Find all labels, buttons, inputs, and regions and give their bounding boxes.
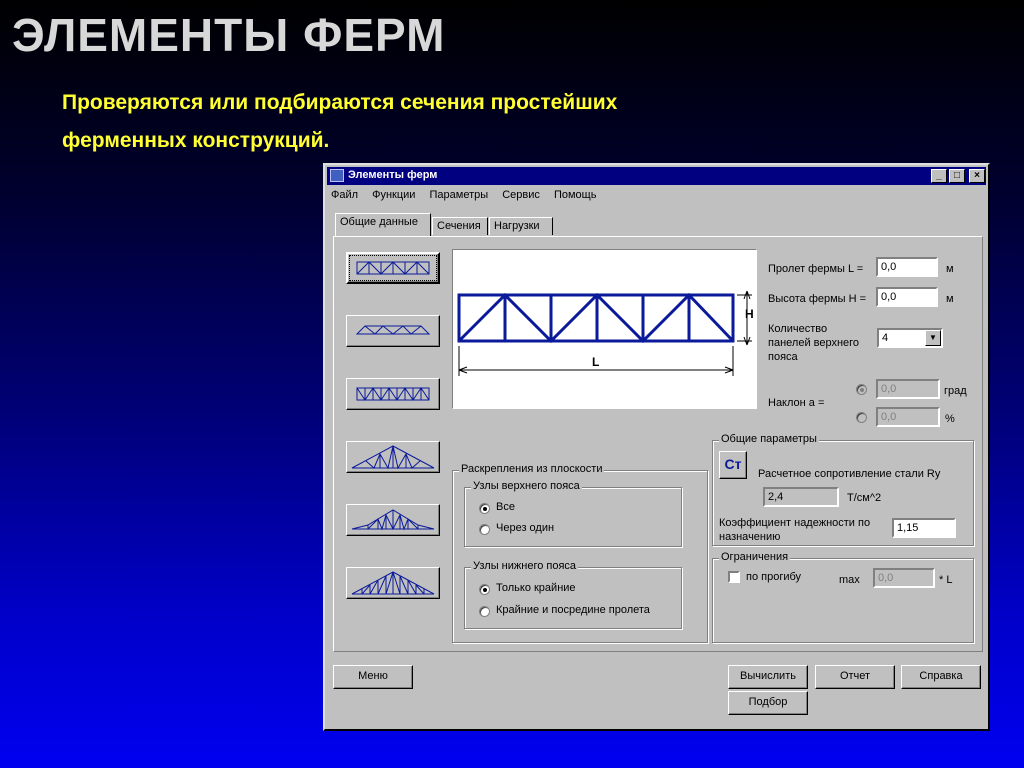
panels-label-line-3: пояса	[768, 351, 798, 363]
tab-sections[interactable]: Сечения	[432, 217, 488, 235]
panels-select-value: 4	[882, 332, 889, 344]
bracing-group-title: Раскрепления из плоскости	[461, 463, 603, 475]
window-title: Элементы ферм	[348, 169, 438, 181]
max-input[interactable]: 0,0	[873, 568, 935, 588]
bottom-chord-title: Узлы нижнего пояса	[473, 560, 577, 572]
truss-type-2-button[interactable]	[346, 315, 440, 347]
panels-select[interactable]	[877, 328, 943, 348]
top-chord-group	[464, 480, 682, 547]
menu-service[interactable]: Сервис	[502, 189, 540, 201]
span-label: Пролет фермы L =	[768, 263, 864, 275]
truss-type-2-icon	[355, 322, 431, 340]
truss-type-5-icon	[350, 507, 436, 533]
top-all-radio[interactable]	[479, 503, 490, 514]
panels-label-line-2: панелей верхнего	[768, 337, 860, 349]
bottom-ends-radio[interactable]	[479, 584, 490, 595]
max-unit: * L	[939, 574, 953, 586]
calculate-button[interactable]: Вычислить	[728, 665, 808, 689]
truss-diagram	[452, 249, 757, 409]
bottom-ends-mid-radio[interactable]	[479, 606, 490, 617]
general-params-group	[712, 433, 974, 546]
menu-functions[interactable]: Функции	[372, 189, 416, 201]
slope-pct-unit: %	[945, 413, 955, 425]
slope-deg-unit: град	[944, 385, 967, 397]
deflection-label: по прогибу	[746, 571, 802, 583]
title-bar[interactable]	[327, 167, 986, 185]
steel-button[interactable]: Ст	[719, 451, 747, 479]
resistance-label: Расчетное сопротивление стали Ry	[758, 468, 941, 480]
truss-type-3-button[interactable]	[346, 378, 440, 410]
slope-pct-radio[interactable]	[856, 412, 867, 423]
minimize-button[interactable]: _	[931, 169, 947, 183]
truss-type-6-icon	[350, 570, 436, 596]
height-unit: м	[946, 293, 954, 305]
resistance-unit: Т/см^2	[847, 492, 882, 504]
truss-type-4-icon	[350, 444, 436, 470]
app-window	[323, 163, 990, 731]
span-input[interactable]: 0,0	[876, 257, 938, 277]
truss-type-6-button[interactable]	[346, 567, 440, 599]
truss-type-1-button[interactable]	[346, 252, 440, 284]
general-params-title: Общие параметры	[721, 433, 817, 445]
truss-type-3-icon	[355, 385, 431, 403]
report-button[interactable]: Отчет	[815, 665, 895, 689]
truss-type-1-icon	[355, 259, 431, 277]
span-unit: м	[946, 263, 954, 275]
close-button[interactable]: ×	[969, 169, 985, 183]
top-alternate-label: Через один	[496, 522, 555, 534]
maximize-button[interactable]: □	[949, 169, 965, 183]
panels-label-line-1: Количество	[768, 323, 828, 335]
reliability-label-line-1: Коэффициент надежности по	[719, 517, 871, 529]
height-input[interactable]: 0,0	[876, 287, 938, 307]
truss-type-4-button[interactable]	[346, 441, 440, 473]
bottom-chord-group	[464, 560, 682, 629]
select-button[interactable]: Подбор	[728, 691, 808, 715]
top-all-label: Все	[496, 501, 515, 513]
tab-general[interactable]: Общие данные	[335, 213, 431, 236]
bottom-ends-label: Только крайние	[496, 582, 576, 594]
top-alternate-radio[interactable]	[479, 524, 490, 535]
slide-subtitle-line-1: Проверяются или подбираются сечения простейших	[62, 91, 618, 114]
slope-deg-radio[interactable]	[856, 384, 867, 395]
max-label: max	[839, 574, 860, 586]
menu-file[interactable]: Файл	[331, 189, 359, 201]
deflection-checkbox[interactable]	[728, 571, 740, 583]
resistance-input[interactable]: 2,4	[763, 487, 839, 507]
menu-bar	[331, 189, 607, 205]
slope-label: Наклон a =	[768, 397, 825, 409]
slope-deg-input[interactable]: 0,0	[876, 379, 940, 399]
slide-subtitle-line-2: ферменных конструкций.	[62, 129, 330, 152]
menu-parameters[interactable]: Параметры	[429, 189, 489, 201]
limits-group	[712, 551, 974, 643]
tab-loads[interactable]: Нагрузки	[489, 217, 553, 235]
app-icon	[330, 169, 344, 182]
slide-subtitle	[62, 84, 882, 160]
slide-title: ЭЛЕМЕНТЫ ФЕРМ	[12, 9, 446, 61]
height-label: Высота фермы H =	[768, 293, 867, 305]
tab-panel-general	[333, 236, 983, 652]
slope-pct-input[interactable]: 0,0	[876, 407, 940, 427]
truss-diagram-drawing	[453, 250, 754, 406]
help-button[interactable]: Справка	[901, 665, 981, 689]
bracing-group	[452, 463, 708, 643]
limits-title: Ограничения	[721, 551, 789, 563]
truss-type-5-button[interactable]	[346, 504, 440, 536]
menu-help[interactable]: Помощь	[553, 189, 597, 201]
reliability-input[interactable]: 1,15	[892, 518, 956, 538]
chevron-down-icon[interactable]: ▼	[925, 330, 941, 346]
menu-button[interactable]: Меню	[333, 665, 413, 689]
diagram-length-label: L	[592, 355, 600, 369]
top-chord-title: Узлы верхнего пояса	[473, 480, 580, 492]
diagram-height-label: H	[745, 307, 754, 321]
bottom-ends-mid-label: Крайние и посредине пролета	[496, 604, 650, 616]
reliability-label-line-2: назначению	[719, 531, 781, 543]
